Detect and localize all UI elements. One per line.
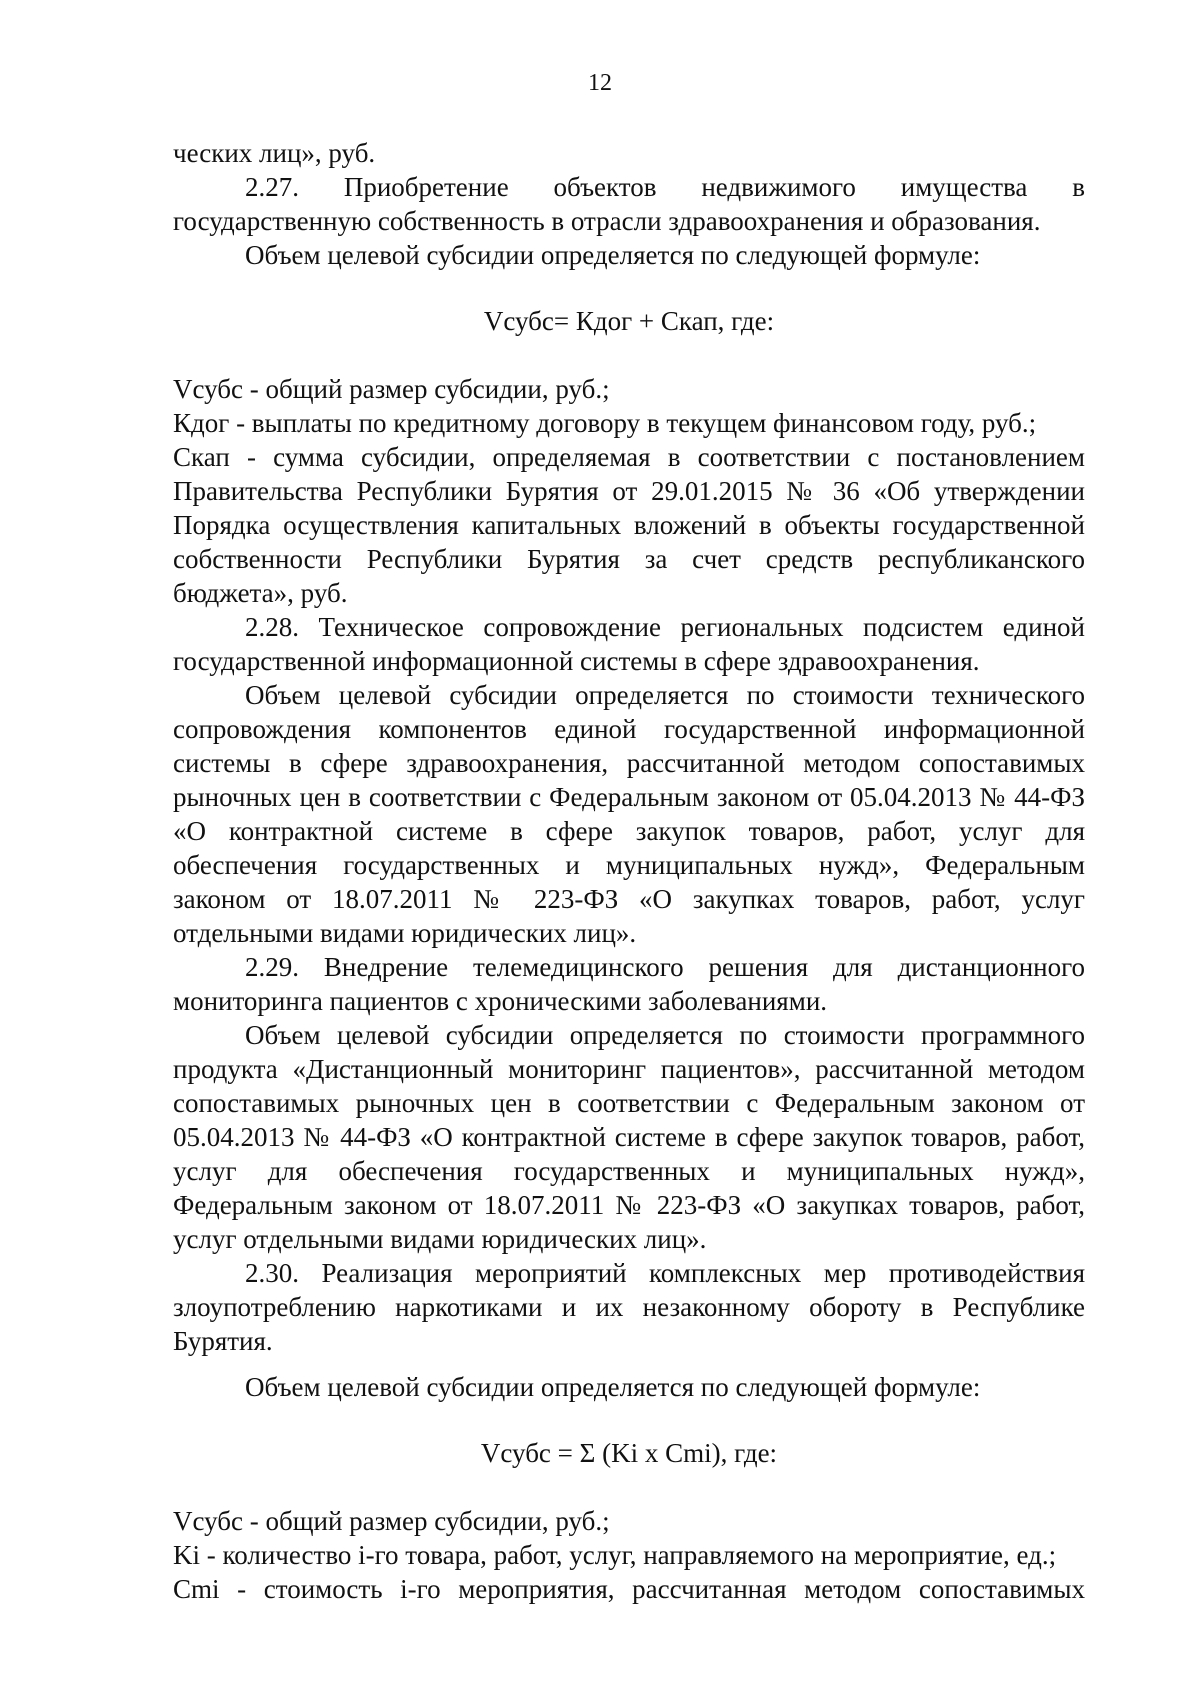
formula-2: Vсубс = Σ (Ki x Cmi), где: bbox=[480, 1438, 778, 1468]
page-number: 12 bbox=[588, 70, 612, 96]
legend-ki: Ki - количество i-го товара, работ, услуг, направляемого на мероприятие, ед.; bbox=[173, 1540, 1057, 1570]
section-2-29-body: Объем целевой субсидии определяется по стоимости программного продукта «Дистанционный мониторинг пациентов», рассчитанной методом сопоставимых рыночных цен в соответствии с Федеральным законом от 05.04.2013 № 44-ФЗ «О контрактной системе в сфере закупок товаров, работ, услуг для обеспечения государственных и муниципальных нужд», Федеральным законом от 18.07.2011 № 223-ФЗ «О закупках товаров, работ, услуг отдельными видами юридических лиц». bbox=[173, 1020, 1085, 1254]
formula-1: Vсубс= Кдог + Скап, где: bbox=[483, 306, 775, 336]
legend-vsubs-2: Vсубс - общий размер субсидии, руб.; bbox=[173, 1506, 610, 1536]
legend-skap: Скап - сумма субсидии, определяемая в соответствии с постановлением Правительства Республики Бурятия от 29.01.2015 № 36 «Об утверждении Порядка осуществления капитальных вложений в объекты государственной собственности Республики Бурятия за счет средств республиканского бюджета», руб. bbox=[173, 442, 1085, 608]
formula-intro-2: Объем целевой субсидии определяется по следующей формуле: bbox=[245, 1372, 981, 1402]
legend-vsubs: Vсубс - общий размер субсидии, руб.; bbox=[173, 374, 610, 404]
section-2-27-heading: 2.27. Приобретение объектов недвижимого имущества в государственную собственность в отрасли здравоохранения и образования. bbox=[173, 172, 1085, 236]
document-body bbox=[173, 136, 1085, 1606]
section-2-28-heading: 2.28. Техническое сопровождение региональных подсистем единой государственной информационной системы в сфере здравоохранения. bbox=[173, 612, 1085, 676]
section-2-28-body: Объем целевой субсидии определяется по стоимости технического сопровождения компонентов единой государственной информационной системы в сфере здравоохранения, рассчитанной методом сопоставимых рыночных цен в соответствии с Федеральным законом от 05.04.2013 № 44-ФЗ «О контрактной системе в сфере закупок товаров, работ, услуг для обеспечения государственных и муниципальных нужд», Федеральным законом от 18.07.2011 № 223-ФЗ «О закупках товаров, работ, услуг отдельными видами юридических лиц». bbox=[173, 680, 1085, 948]
formula-intro: Объем целевой субсидии определяется по следующей формуле: bbox=[245, 240, 981, 270]
section-2-29-heading: 2.29. Внедрение телемедицинского решения для дистанционного мониторинга пациентов с хроническими заболеваниями. bbox=[173, 952, 1085, 1016]
section-2-30-heading: 2.30. Реализация мероприятий комплексных мер противодействия злоупотреблению наркотиками и их незаконному обороту в Республике Бурятия. bbox=[173, 1258, 1085, 1356]
legend-kdog: Кдог - выплаты по кредитному договору в текущем финансовом году, руб.; bbox=[173, 408, 1037, 438]
legend-cmi: Cmi - стоимость i-го мероприятия, рассчитанная методом сопоставимых bbox=[173, 1574, 1085, 1604]
paragraph-continuation: ческих лиц», руб. bbox=[173, 138, 376, 168]
